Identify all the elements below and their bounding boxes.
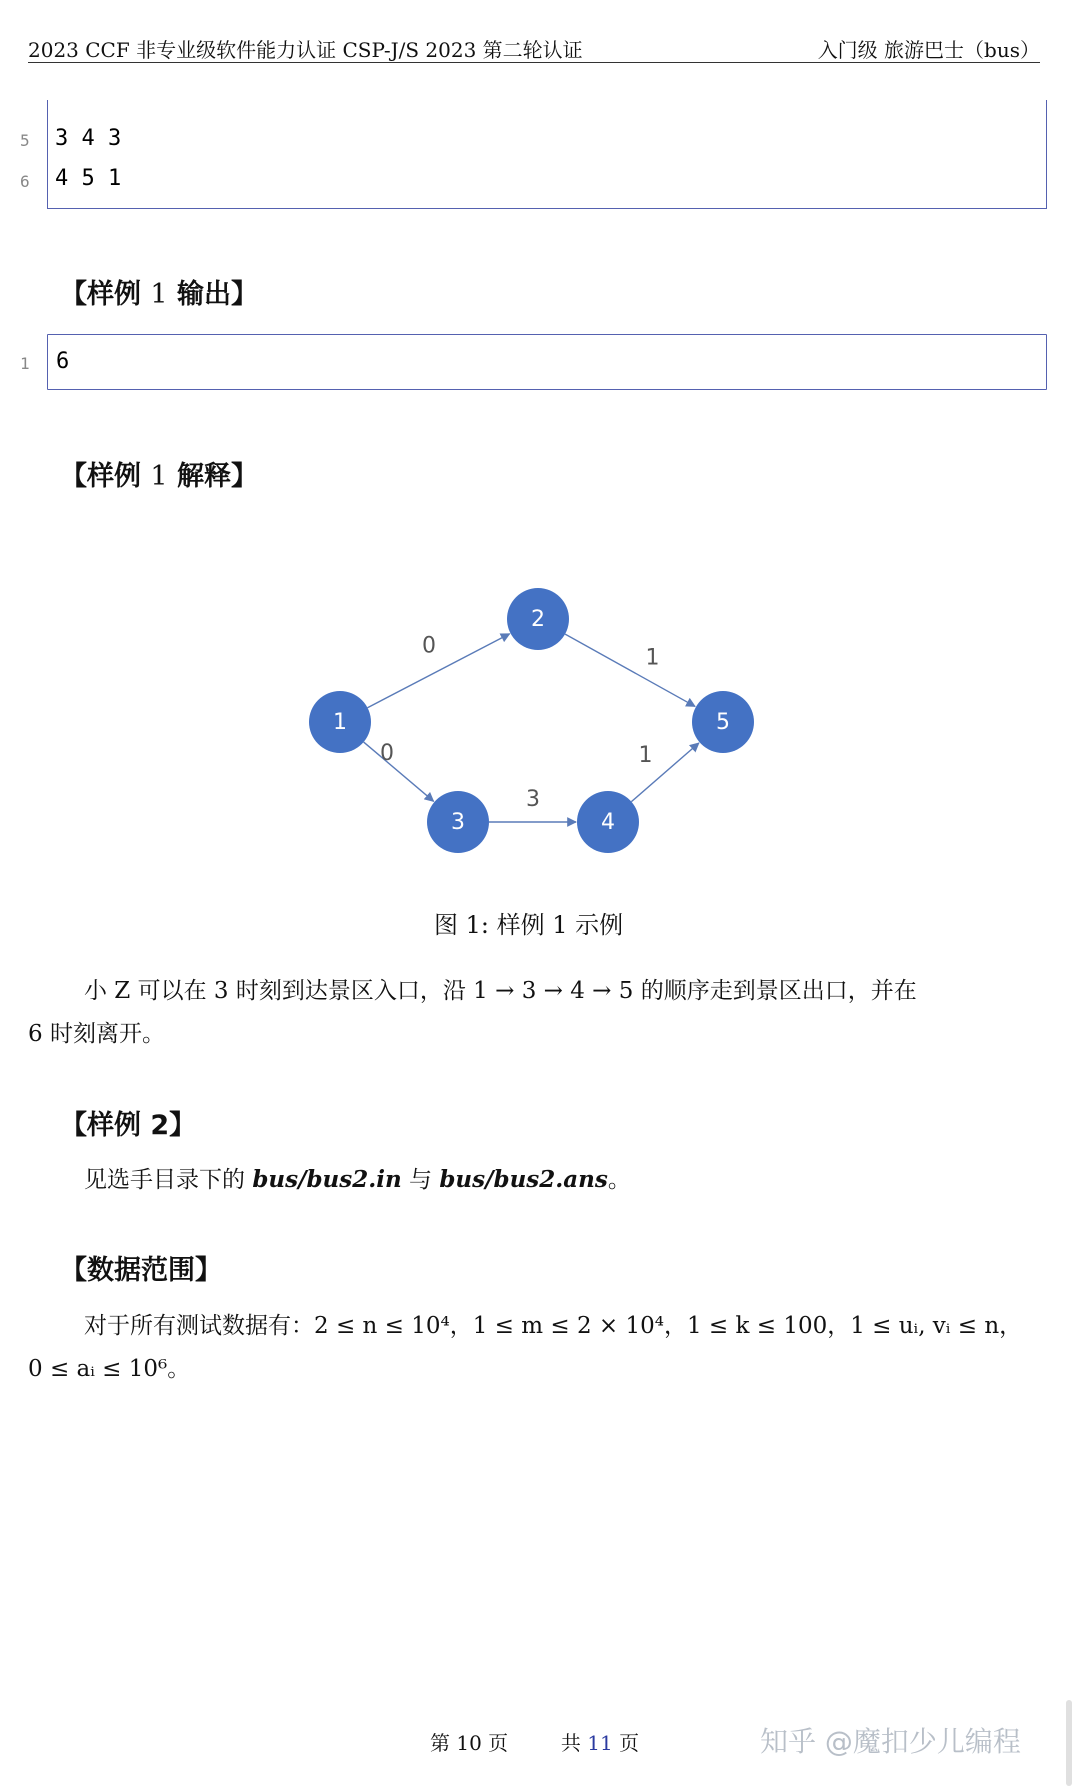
edge-2-5 [565,634,695,706]
page-number: 第 10 页 [430,1731,509,1755]
edge-weight-label: 1 [638,743,653,768]
figure-caption: 图 1: 样例 1 示例 [434,911,624,939]
line-number: 5 [20,131,30,150]
graph-node-label: 1 [333,710,347,735]
data-range-heading: 【数据范围】 [60,1255,222,1286]
sample2-heading: 【样例 2】 [60,1110,197,1141]
data-range-line-1: 对于所有测试数据有：2 ≤ n ≤ 10⁴，1 ≤ m ≤ 2 × 10⁴，1 ≤ k ≤ 100，1 ≤ uᵢ, vᵢ ≤ n， [84,1313,1023,1339]
input-code-block [0,100,1080,212]
code-line: 3 4 3 [55,126,122,151]
data-range-line-2: 0 ≤ aᵢ ≤ 10⁶。 [28,1356,191,1382]
header-rule [28,62,1040,63]
graph-node-label: 5 [716,710,730,735]
code-line: 6 [56,349,70,374]
graph-figure [0,560,1080,880]
header-problem-name: 入门级 旅游巴士（bus） [817,38,1040,62]
total-pages: 11 [587,1731,613,1755]
output-code-block [47,334,1047,390]
edge-1-3 [364,742,434,801]
graph-node-label: 4 [601,810,615,835]
edge-weight-label: 0 [380,741,394,766]
page-footer: 第 10 页 共 11 页 [430,1731,640,1755]
sample1-explain-heading: 【样例 1 解释】 [60,461,258,492]
edge-1-2 [368,634,510,708]
sample1-output-heading: 【样例 1 输出】 [60,279,258,310]
code-line: 4 5 1 [55,166,122,191]
explain-line-1: 小 Z 可以在 3 时刻到达景区入口，沿 1 → 3 → 4 → 5 的顺序走到景区出口，并在 [84,978,917,1004]
watermark: 知乎 @魔扣少儿编程 [760,1725,1021,1758]
graph-node-label: 2 [531,607,545,632]
graph-node-label: 3 [451,810,465,835]
explain-line-2: 6 时刻离开。 [28,1021,165,1047]
edge-weight-label: 3 [526,787,540,812]
sample2-file-ans: bus/bus2.ans [439,1166,608,1193]
line-number: 6 [20,172,30,191]
sample2-file-in: bus/bus2.in [252,1166,402,1193]
edge-weight-label: 1 [645,645,660,671]
header-title: 2023 CCF 非专业级软件能力认证 CSP-J/S 2023 第二轮认证 [28,38,583,62]
sample2-text: 见选手目录下的 bus/bus2.in 与 bus/bus2.ans。 [84,1166,631,1193]
line-number: 1 [20,354,30,373]
edge-weight-label: 0 [422,633,436,659]
input-code-frame [47,100,1047,209]
scrollbar[interactable] [1066,1700,1072,1786]
